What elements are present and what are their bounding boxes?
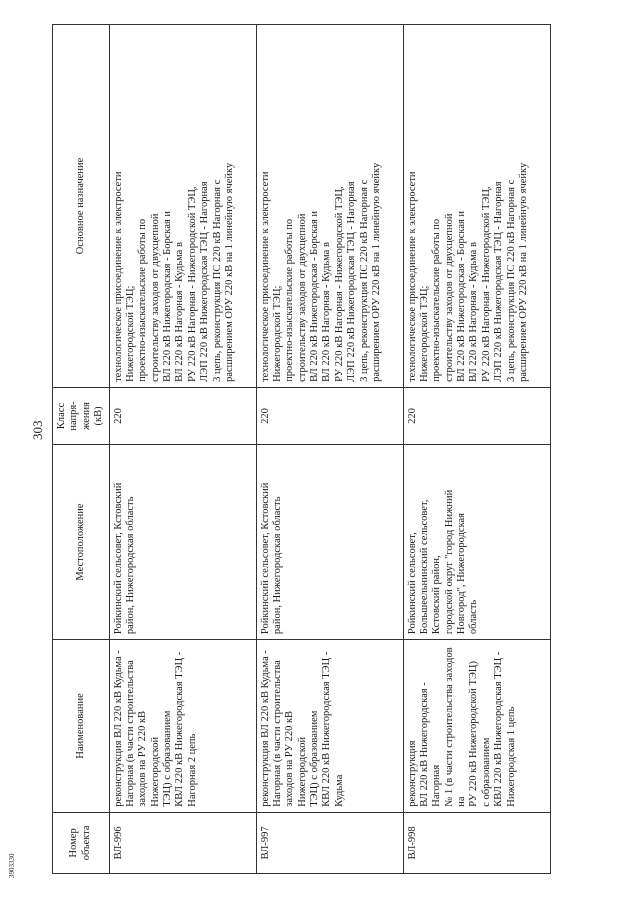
object-purpose-cell: технологическое присоединение к электросети Нижегородской ТЭЦ; проектно-изыскательские работы по строительству заходов от двухцепной ВЛ 220 кВ Нижегородская - Борская и ВЛ 220 кВ Нагорная - Кудьма в РУ 220 кВ Нагорная - Нижегородской ТЭЦ, ЛЭП 220 кВ Нижегородская ТЭЦ - Нагорная 3 цепь, реконструкция ПС 220 кВ Нагорная с расширением ОРУ 220 кВ на 1 линейную ячейку <box>403 25 550 388</box>
objects-table <box>52 24 551 874</box>
header-name: Наименование <box>53 640 110 813</box>
object-id-cell: ВЛ-998 <box>403 812 550 873</box>
table-header-row <box>53 25 110 874</box>
table-row <box>403 25 550 874</box>
header-voltage-class: Класс напря-жения (кВ) <box>53 387 110 444</box>
object-voltage-cell: 220 <box>403 387 550 444</box>
table-container <box>52 24 612 874</box>
object-name-cell: реконструкция ВЛ 220 кВ Нижегородская - Нагорная № 1 (в части строительства заходов на РУ 220 кВ Нижегородской ТЭЦ) с образованием КВЛ 220 кВ Нижегородская ТЭЦ - Нижегородская 1 цепь <box>403 640 550 813</box>
header-object-number: Номер объекта <box>53 812 110 873</box>
table-row <box>256 25 403 874</box>
document-code: 3903330 <box>8 853 16 878</box>
object-voltage-cell: 220 <box>109 387 256 444</box>
object-purpose-cell: технологическое присоединение к электросети Нижегородской ТЭЦ; проектно-изыскательские работы по строительству заходов от двухцепной ВЛ 220 кВ Нижегородская - Борская и ВЛ 220 кВ Нагорная - Кудьма в РУ 220 кВ Нагорная - Нижегородской ТЭЦ, ЛЭП 220 кВ Нижегородская ТЭЦ - Нагорная 3 цепь, реконструкция ПС 220 кВ Нагорная с расширением ОРУ 220 кВ на 1 линейную ячейку <box>109 25 256 388</box>
object-name-cell: реконструкция ВЛ 220 кВ Кудьма - Нагорная (в части строительства заходов на РУ 220 кВ Нижегородской ТЭЦ) с образованием КВЛ 220 кВ Нижегородская ТЭЦ - Нагорная 2 цепь <box>109 640 256 813</box>
table-row <box>109 25 256 874</box>
object-location-cell: Ройкинский сельсовет, Кстовский район, Нижегородская область <box>256 445 403 640</box>
object-id-cell: ВЛ-996 <box>109 812 256 873</box>
object-location-cell: Ройкинский сельсовет, Кстовский район, Нижегородская область <box>109 445 256 640</box>
page-number: 303 <box>30 420 45 440</box>
header-purpose: Основное назначение <box>53 25 110 388</box>
object-voltage-cell: 220 <box>256 387 403 444</box>
object-id-cell: ВЛ-997 <box>256 812 403 873</box>
header-location: Местоположение <box>53 445 110 640</box>
object-name-cell: реконструкция ВЛ 220 кВ Кудьма - Нагорная (в части строительства заходов на РУ 220 кВ Нижегородской ТЭЦ) с образованием КВЛ 220 кВ Нижегородская ТЭЦ - Кудьма <box>256 640 403 813</box>
object-location-cell: Ройкинский сельсовет, Большеельнинский сельсовет, Кстовский район, городской округ "город Нижний Новгород", Нижегородская область <box>403 445 550 640</box>
object-purpose-cell: технологическое присоединение к электросети Нижегородской ТЭЦ; проектно-изыскательские работы по строительству заходов от двухцепной ВЛ 220 кВ Нижегородская - Борская и ВЛ 220 кВ Нагорная - Кудьма в РУ 220 кВ Нагорная - Нижегородской ТЭЦ, ЛЭП 220 кВ Нижегородская ТЭЦ - Нагорная 3 цепь, реконструкция ПС 220 кВ Нагорная с расширением ОРУ 220 кВ на 1 линейную ячейку <box>256 25 403 388</box>
